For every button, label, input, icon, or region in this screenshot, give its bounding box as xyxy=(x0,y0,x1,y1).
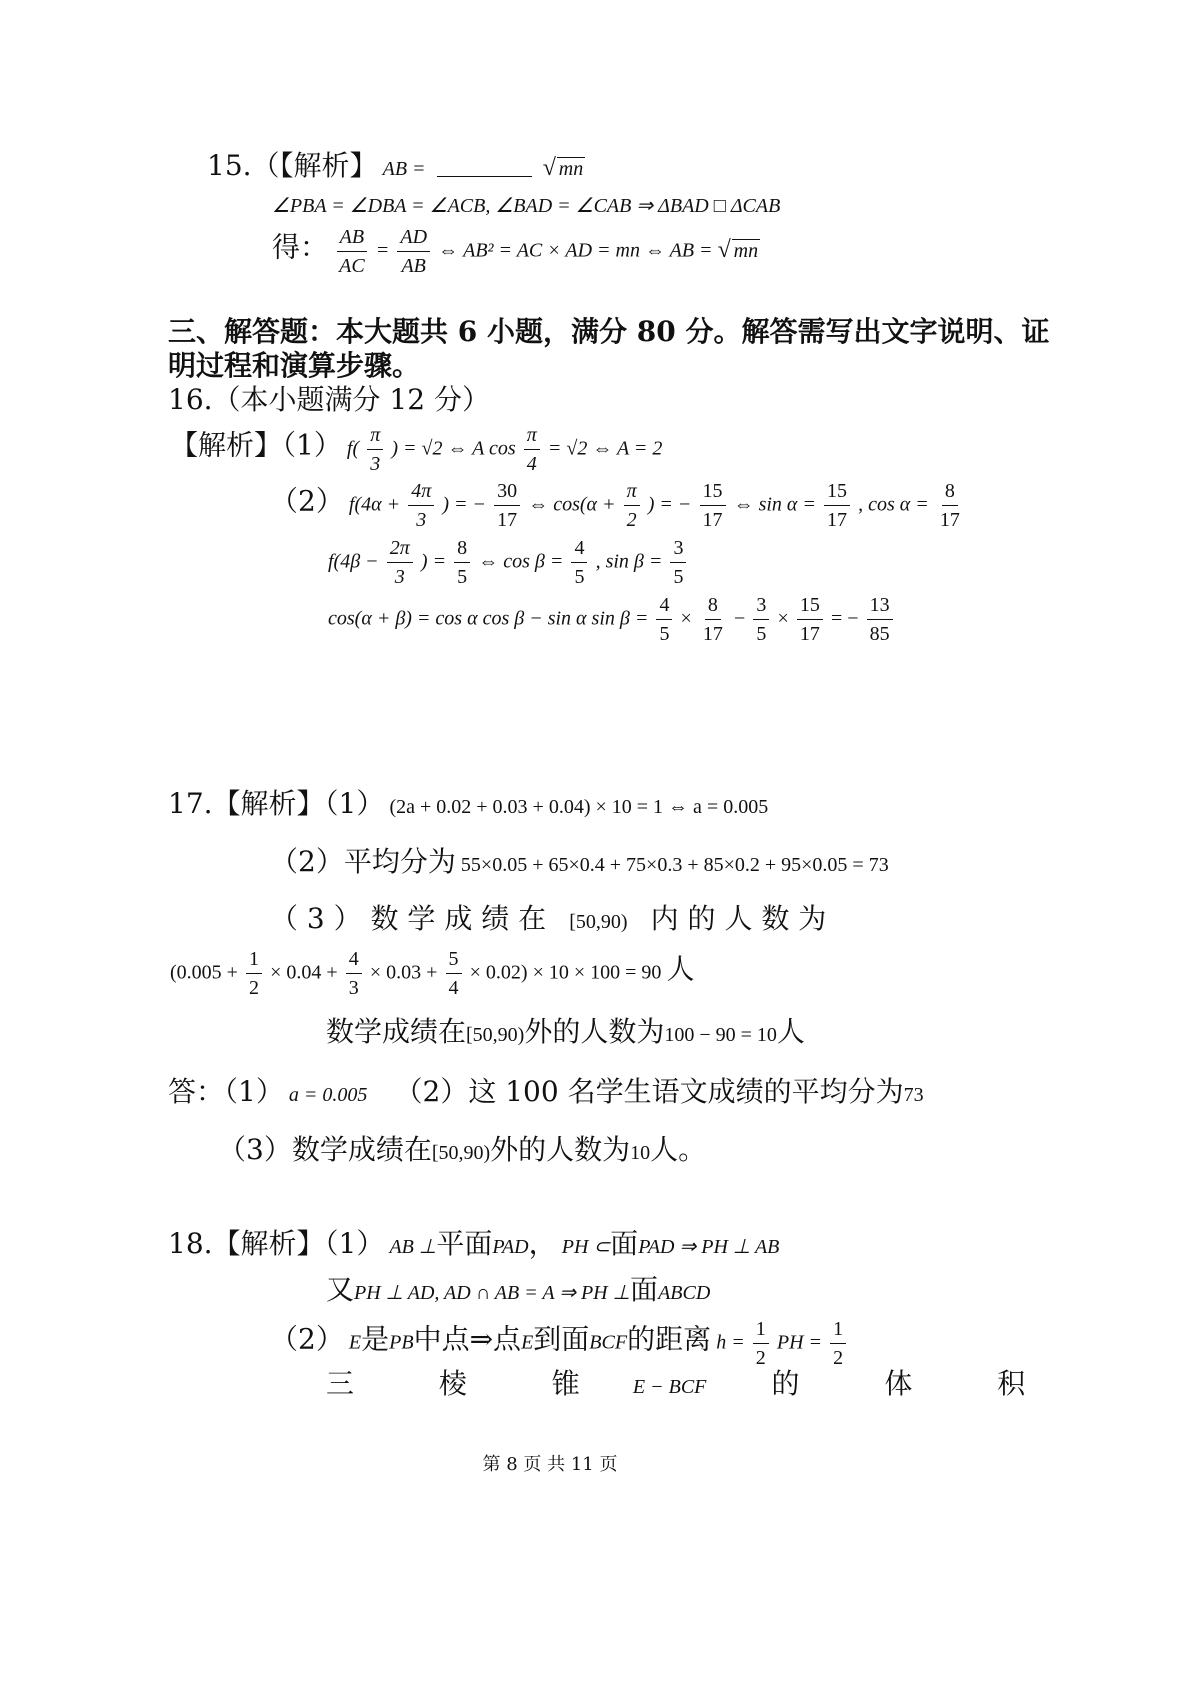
math-text: 4π xyxy=(408,480,434,506)
math-text: 内 的 人 数 为 xyxy=(650,902,827,935)
fraction xyxy=(797,594,823,646)
math-text: ⇔ cos β = xyxy=(478,550,564,573)
fraction xyxy=(571,537,587,589)
math-text: 15 xyxy=(700,480,726,506)
math-text: 85 xyxy=(869,623,890,645)
math-text: （2）这 100 名学生语文成绩的平均分为 xyxy=(394,1075,904,1108)
math-text: cos(α + β) = cos α cos β − sin α sin β = xyxy=(328,607,649,630)
math-text: 5 xyxy=(574,566,585,588)
math-text: ⇔ sin α = xyxy=(733,493,816,516)
q17-part3-calc xyxy=(170,948,695,1000)
math-text: E xyxy=(521,1331,534,1354)
math-text: 55×0.05 + 65×0.4 + 75×0.3 + 85×0.2 + 95×0.05 = 73 xyxy=(460,854,889,876)
q18-part2-volume xyxy=(326,1367,1064,1400)
math-text: 5 xyxy=(457,566,468,588)
fraction xyxy=(397,226,430,278)
math-text: 2 xyxy=(626,509,637,531)
math-text: ⇔ cos(α + xyxy=(528,493,616,516)
q17-answer1 xyxy=(168,1075,924,1108)
math-text: 人 xyxy=(666,952,695,986)
math-text: 100 − 90 = 10 xyxy=(664,1024,777,1046)
math-text: PH ⊥ AD, AD ∩ AB = A ⇒ PH ⊥ xyxy=(354,1282,631,1304)
math-text: − xyxy=(734,607,746,630)
math-text: ⇔ AB² = AC × AD = mn ⇔ AB = xyxy=(438,239,713,262)
fraction xyxy=(830,1318,846,1370)
math-text: a = 0.005 xyxy=(288,1084,368,1106)
math-text: h = xyxy=(716,1331,745,1354)
math-text: f( xyxy=(346,437,360,460)
math-text: PB xyxy=(389,1331,414,1354)
fraction xyxy=(670,537,686,589)
math-text: 17 xyxy=(827,509,848,531)
math-text: 5 xyxy=(659,623,670,645)
math-text: 17 xyxy=(497,509,518,531)
fraction xyxy=(524,424,540,476)
math-text: 3 xyxy=(394,566,405,588)
math-text: 17.【解析】（1） xyxy=(168,787,385,820)
q18-part1-line2 xyxy=(326,1273,711,1306)
q17-answer2 xyxy=(218,1133,707,1166)
math-text: 是 xyxy=(361,1322,390,1356)
math-text: PAD ⇒ PH ⊥ AB xyxy=(638,1236,780,1258)
math-text: PH = xyxy=(776,1331,823,1354)
math-text: 2 xyxy=(249,977,260,999)
q16-part2-line3 xyxy=(328,594,896,646)
math-text: π xyxy=(367,424,383,450)
q15-blank xyxy=(437,176,532,177)
math-text: 4 xyxy=(571,537,587,563)
math-text: 的 体 积 xyxy=(771,1367,1064,1400)
math-text: 面 xyxy=(610,1227,639,1260)
q17-part3 xyxy=(270,902,827,935)
math-text: 17 xyxy=(799,623,820,645)
fraction xyxy=(454,537,470,589)
math-text: 的距离 xyxy=(627,1322,712,1356)
math-text: AB xyxy=(337,226,367,252)
math-text: 2 xyxy=(833,1347,844,1369)
math-text: 得： xyxy=(272,230,329,264)
math-text: ABCD xyxy=(658,1282,711,1304)
math-text: = xyxy=(375,239,390,262)
math-text: 17 xyxy=(702,623,723,645)
math-text: 73 xyxy=(903,1084,924,1106)
square-root xyxy=(718,241,760,261)
math-text: 【解析】（1） xyxy=(170,428,342,462)
math-text: ) = − xyxy=(647,493,692,516)
math-text: 到面 xyxy=(533,1322,590,1356)
math-text: 15 xyxy=(824,480,850,506)
math-text: × 0.04 + xyxy=(270,961,338,984)
math-text: （2） xyxy=(270,484,344,518)
math-text: 15 xyxy=(797,594,823,620)
math-text: 4 xyxy=(346,948,362,974)
math-text: 5 xyxy=(756,623,767,645)
fraction xyxy=(367,424,383,476)
math-text: × 0.03 + xyxy=(369,961,438,984)
fraction xyxy=(246,948,262,1000)
fraction xyxy=(408,480,434,532)
fraction xyxy=(624,480,640,532)
section3-line2: 明过程和演算步骤。 xyxy=(168,349,421,382)
math-text: 10 xyxy=(630,1142,651,1164)
math-text: （3）数学成绩在 xyxy=(218,1133,432,1166)
section3-line1: 三、解答题：本大题共 6 小题，满分 80 分。解答需写出文字说明、证 xyxy=(168,315,1050,348)
q17-part3-outside xyxy=(326,1015,805,1048)
fraction xyxy=(824,480,850,532)
q16-part2-line1 xyxy=(270,480,966,532)
fraction xyxy=(346,948,362,1000)
math-text: 1 xyxy=(830,1318,846,1344)
math-text: 8 xyxy=(705,594,721,620)
fraction xyxy=(867,594,893,646)
fraction xyxy=(753,594,769,646)
math-text: ) = xyxy=(420,550,447,573)
math-text: × 0.02) × 10 × 100 = 90 xyxy=(469,961,662,984)
q15-math: AB = xyxy=(382,158,426,180)
q15-line3 xyxy=(272,226,760,278)
math-text: (0.005 + xyxy=(170,961,238,984)
math-text: 三 棱 锥 xyxy=(326,1367,618,1400)
math-text: 2π xyxy=(387,537,413,563)
math-text: 17 xyxy=(939,509,960,531)
q15-line2: ∠PBA = ∠DBA = ∠ACB, ∠BAD = ∠CAB ⇒ ΔBAD □ ΔCAB xyxy=(272,195,781,217)
math-text: 1 xyxy=(753,1318,769,1344)
math-text: 13 xyxy=(867,594,893,620)
q16-part2-line2 xyxy=(328,537,689,589)
math-text: 3 xyxy=(348,977,359,999)
math-text: mn xyxy=(558,158,584,180)
math-text: 答：（1） xyxy=(168,1075,284,1108)
math-text: mn xyxy=(733,239,759,262)
math-text: （2）平均分为 xyxy=(270,845,456,878)
math-text: f(4β − xyxy=(328,550,379,573)
q16-part1 xyxy=(170,424,662,476)
math-text: 5 xyxy=(446,948,462,974)
math-text: （2） xyxy=(270,1322,344,1356)
math-text: 4 xyxy=(526,453,537,475)
math-text: AC xyxy=(339,255,365,277)
math-text: E − BCF xyxy=(632,1376,707,1398)
math-text: AB ⊥ xyxy=(389,1236,437,1258)
math-text: 2 xyxy=(755,1347,766,1369)
fraction xyxy=(494,480,520,532)
fraction xyxy=(700,594,726,646)
math-text: 1 xyxy=(246,948,262,974)
fraction xyxy=(656,594,672,646)
math-text: 3 xyxy=(753,594,769,620)
math-text: PAD xyxy=(492,1236,529,1258)
math-text: π xyxy=(524,424,540,450)
math-text: , sin β = xyxy=(595,550,663,573)
math-text: 人。 xyxy=(650,1133,707,1166)
q15-line1 xyxy=(207,149,585,182)
math-text: 30 xyxy=(494,480,520,506)
math-text: 4 xyxy=(656,594,672,620)
page-footer: 第 8 页 共 11 页 xyxy=(482,1454,618,1475)
math-text: [50,90) xyxy=(569,911,628,933)
math-text: [50,90) xyxy=(431,1142,491,1164)
math-text: = √2 ⇔ A = 2 xyxy=(547,437,663,460)
math-text: E xyxy=(348,1331,362,1354)
math-text: 5 xyxy=(673,566,684,588)
math-text: 18.【解析】（1） xyxy=(168,1227,385,1260)
q18-part2 xyxy=(270,1318,849,1370)
math-text: 外的人数为 xyxy=(524,1015,665,1048)
math-text: （ 3 ） 数 学 成 绩 在 xyxy=(270,902,547,935)
fraction xyxy=(336,226,368,278)
fraction xyxy=(937,480,963,532)
math-text: ) = √2 ⇔ A cos xyxy=(391,437,516,460)
math-text: AB xyxy=(401,255,426,277)
math-text: ， xyxy=(528,1227,557,1260)
math-text: f(4α + xyxy=(348,493,401,516)
math-text: 外的人数为 xyxy=(490,1133,631,1166)
math-text: , cos α = xyxy=(858,493,929,516)
fraction xyxy=(387,537,413,589)
math-text: 又 xyxy=(326,1273,355,1306)
math-text: 3 xyxy=(670,537,686,563)
q18-part1-line1 xyxy=(168,1227,780,1260)
math-text: 面 xyxy=(630,1273,659,1306)
math-text: 人 xyxy=(776,1015,805,1048)
math-text: = − xyxy=(830,607,859,630)
math-text: 17 xyxy=(702,509,723,531)
fraction xyxy=(753,1318,769,1370)
math-text: 中点⇒点 xyxy=(413,1322,522,1356)
q17-part2 xyxy=(270,845,889,878)
math-text: PH ⊂ xyxy=(561,1236,611,1258)
fraction xyxy=(446,948,462,1000)
math-text: 8 xyxy=(454,537,470,563)
math-text: 3 xyxy=(416,509,427,531)
math-text: ) = − xyxy=(442,493,487,516)
math-text: 4 xyxy=(448,977,459,999)
math-text: π xyxy=(624,480,640,506)
q16-header: 16.（本小题满分 12 分） xyxy=(168,383,490,416)
q15-sqrt xyxy=(543,159,585,179)
math-text: 3 xyxy=(370,453,381,475)
fraction xyxy=(700,480,726,532)
math-text: × xyxy=(680,607,692,630)
math-text: 平面 xyxy=(436,1227,493,1260)
math-text: × xyxy=(777,607,789,630)
q15-label: 15.（【解析】 xyxy=(207,149,378,182)
math-text: [50,90) xyxy=(466,1024,525,1046)
math-text: (2a + 0.02 + 0.03 + 0.04) × 10 = 1 ⇔ a = 0.005 xyxy=(389,796,769,818)
math-text: AD xyxy=(397,226,430,252)
math-text: BCF xyxy=(589,1331,628,1354)
q17-part1 xyxy=(168,787,769,820)
math-text: 数学成绩在 xyxy=(326,1015,467,1048)
math-text: 8 xyxy=(942,480,958,506)
